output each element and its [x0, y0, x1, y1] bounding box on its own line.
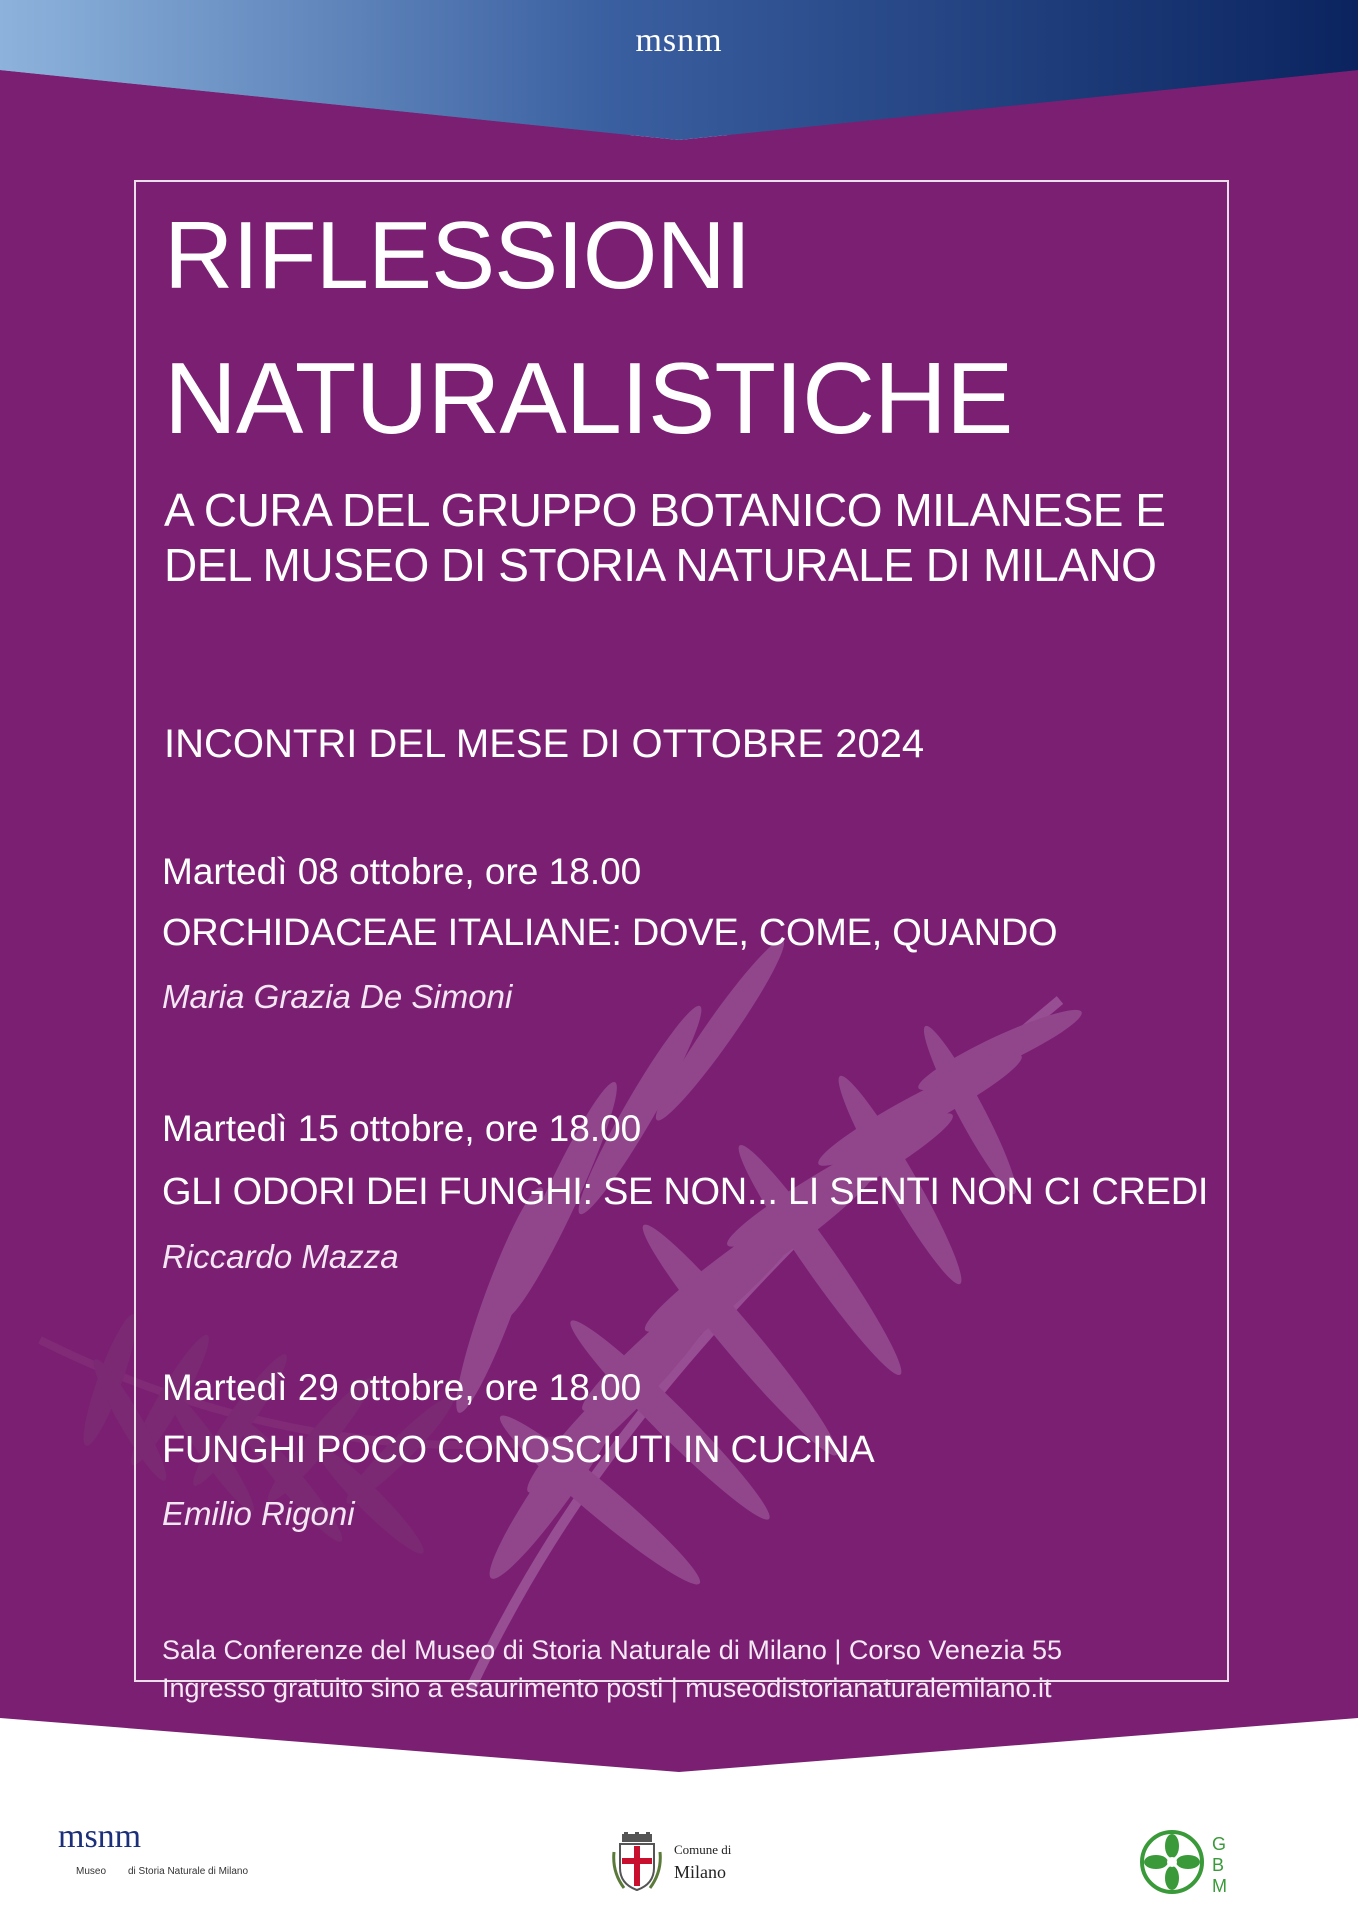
- gbm-letter-g: G: [1212, 1834, 1227, 1854]
- event-date: Martedì 29 ottobre, ore 18.00: [162, 1367, 642, 1408]
- subtitle-line-2: DEL MUSEO DI STORIA NATURALE DI MILANO: [164, 539, 1157, 591]
- comune-milano-logo: [612, 1832, 772, 1892]
- comune-label: Comune di: [674, 1842, 732, 1857]
- event-title: ORCHIDACEAE ITALIANE: DOVE, COME, QUANDO: [162, 912, 1058, 954]
- museum-logo: [58, 1818, 268, 1888]
- subtitle-line-1: A CURA DEL GRUPPO BOTANICO MILANESE E: [164, 484, 1166, 536]
- milano-crest-icon: [612, 1832, 662, 1892]
- event-speaker: Riccardo Mazza: [162, 1238, 399, 1275]
- gbm-letter-b: B: [1212, 1855, 1225, 1875]
- title-line-1: RIFLESSIONI: [164, 202, 751, 309]
- event-speaker: Emilio Rigoni: [162, 1495, 355, 1532]
- event-title: FUNGHI POCO CONOSCIUTI IN CUCINA: [162, 1429, 875, 1471]
- museum-logo-line1: Museo: [76, 1866, 107, 1877]
- venue-info: Sala Conferenze del Museo di Storia Naturale di Milano | Corso Venezia 55: [162, 1635, 1063, 1665]
- museum-logo-mark: msnm: [58, 1818, 142, 1855]
- gbm-logo: [1138, 1826, 1248, 1896]
- gbm-flower-icon: [1138, 1826, 1248, 1896]
- admission-info: Ingresso gratuito sino a esaurimento posti | museodistorianaturalemilano.it: [162, 1673, 1052, 1703]
- event-date: Martedì 08 ottobre, ore 18.00: [162, 851, 642, 892]
- event-title: GLI ODORI DEI FUNGHI: SE NON... LI SENTI NON CI CREDI: [162, 1171, 1209, 1213]
- title-line-2: NATURALISTICHE: [164, 343, 1013, 455]
- gbm-letter-m: M: [1212, 1876, 1227, 1896]
- milano-label: Milano: [674, 1862, 726, 1882]
- museum-logo-line2: di Storia Naturale di Milano: [128, 1866, 249, 1877]
- month-heading: INCONTRI DEL MESE DI OTTOBRE 2024: [164, 722, 925, 766]
- header-logo: msnm: [635, 22, 723, 59]
- event-speaker: Maria Grazia De Simoni: [162, 978, 513, 1015]
- event-date: Martedì 15 ottobre, ore 18.00: [162, 1108, 642, 1149]
